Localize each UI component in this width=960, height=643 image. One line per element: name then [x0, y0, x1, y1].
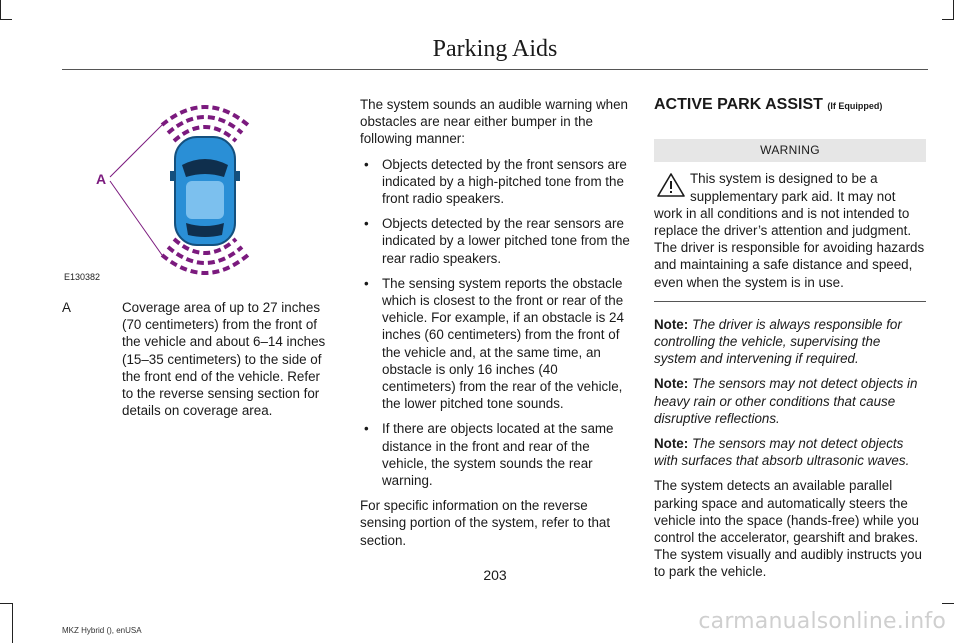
note-label: Note:	[654, 436, 689, 452]
note-text: The driver is always responsible for controlling the vehicle, supervising the system and intervening if required.	[654, 316, 902, 367]
list-item	[360, 215, 632, 267]
page-title: Parking Aids	[432, 36, 558, 62]
page-number: 203	[483, 567, 507, 583]
figure-code: E130382	[64, 272, 101, 282]
front-sensor-arcs	[162, 107, 248, 141]
list-item-text: If there are objects located at the same distance in the front and rear of the vehicle, the system sounds the rear warning.	[382, 421, 614, 489]
warning-text-first: This system is designed to be a supplementary park aid. It may not	[690, 171, 896, 204]
crop-mark	[0, 19, 12, 20]
note-text: The sensors may not detect objects with surfaces that absorb ultrasonic waves.	[654, 436, 910, 469]
list-item	[360, 420, 632, 489]
warning-text-rest: work in all conditions and is not intended to replace the driver’s attention and judgment. The driver is responsible for avoiding hazards and maintaining a safe distance and speed, even when the system is in use.	[654, 205, 925, 290]
note-paragraph	[654, 316, 926, 368]
footer-model: MKZ Hybrid (), enUSA	[62, 626, 142, 635]
list-item-text: The sensing system reports the obstacle which is closest to the front or rear of the vehicle. For example, if an obstacle is 24 inches (60 centimeters) from the front of the vehicle and, at the same time, an obstacle is only 16 inches (40 centimeters) from the rear of the vehicle, the lower pitched tone sounds.	[382, 275, 624, 412]
list-item-text: Objects detected by the rear sensors are indicated by a lower pitched tone from the rear radio speakers.	[382, 216, 630, 266]
car-top-view	[170, 137, 240, 245]
crop-mark	[953, 0, 954, 20]
intro-paragraph: The system sounds an audible warning when obstacles are near either bumper in the following manner:	[360, 97, 628, 147]
crop-mark	[0, 603, 12, 604]
car-sensor-diagram	[62, 95, 334, 290]
right-column	[654, 96, 926, 589]
note-label: Note:	[654, 376, 689, 392]
section-heading-suffix: (If Equipped)	[827, 101, 883, 111]
callout-letter: A	[62, 300, 71, 315]
note-paragraph	[654, 435, 926, 469]
warning-banner: WARNING	[654, 139, 926, 162]
middle-column	[360, 96, 632, 557]
section-heading-text: ACTIVE PARK ASSIST	[654, 96, 823, 113]
warning-divider	[654, 301, 926, 302]
bullet-icon: •	[364, 421, 369, 437]
callout-text: Coverage area of up to 27 inches (70 centimeters) from the front of the vehicle and about 6–14 inches (15–35 centimeters) to the side of the front end of the vehicle. Refer to the reverse sensing section for details on coverage area.	[122, 300, 326, 419]
note-label: Note:	[654, 316, 689, 332]
watermark-link[interactable]: carmanualsonline.info	[698, 609, 946, 634]
bullet-icon: •	[364, 216, 369, 232]
body-paragraph: The system detects an available parallel parking space and automatically steers the vehicle into the space (hands-free) while you control the accelerator, gearshift and brakes. The system visually and audibly instructs you to park the vehicle.	[654, 478, 922, 580]
crop-mark	[942, 603, 954, 604]
section-heading	[654, 96, 926, 115]
note-paragraph	[654, 375, 926, 427]
coverage-pointer-line	[110, 125, 162, 177]
callout-row	[62, 299, 334, 419]
crop-mark	[12, 603, 13, 643]
warning-triangle-icon	[656, 172, 686, 198]
list-item	[360, 156, 632, 208]
note-text: The sensors may not detect objects in heavy rain or other conditions that cause disruptive reflections.	[654, 376, 918, 426]
sensor-coverage-figure	[62, 95, 334, 290]
outro-paragraph: For specific information on the reverse sensing portion of the system, refer to that section.	[360, 498, 611, 548]
bullet-icon: •	[364, 275, 369, 291]
header-divider	[62, 69, 928, 70]
list-item-text: Objects detected by the front sensors are indicated by a high-pitched tone from the front radio speakers.	[382, 156, 627, 207]
bullet-icon: •	[364, 156, 369, 172]
crop-mark	[942, 19, 954, 20]
list-item	[360, 275, 632, 413]
figure-label-a: A	[96, 171, 107, 187]
crop-mark	[0, 0, 1, 20]
warning-body	[654, 170, 926, 290]
warning-tone-list	[360, 156, 632, 490]
coverage-pointer-line	[110, 181, 162, 255]
